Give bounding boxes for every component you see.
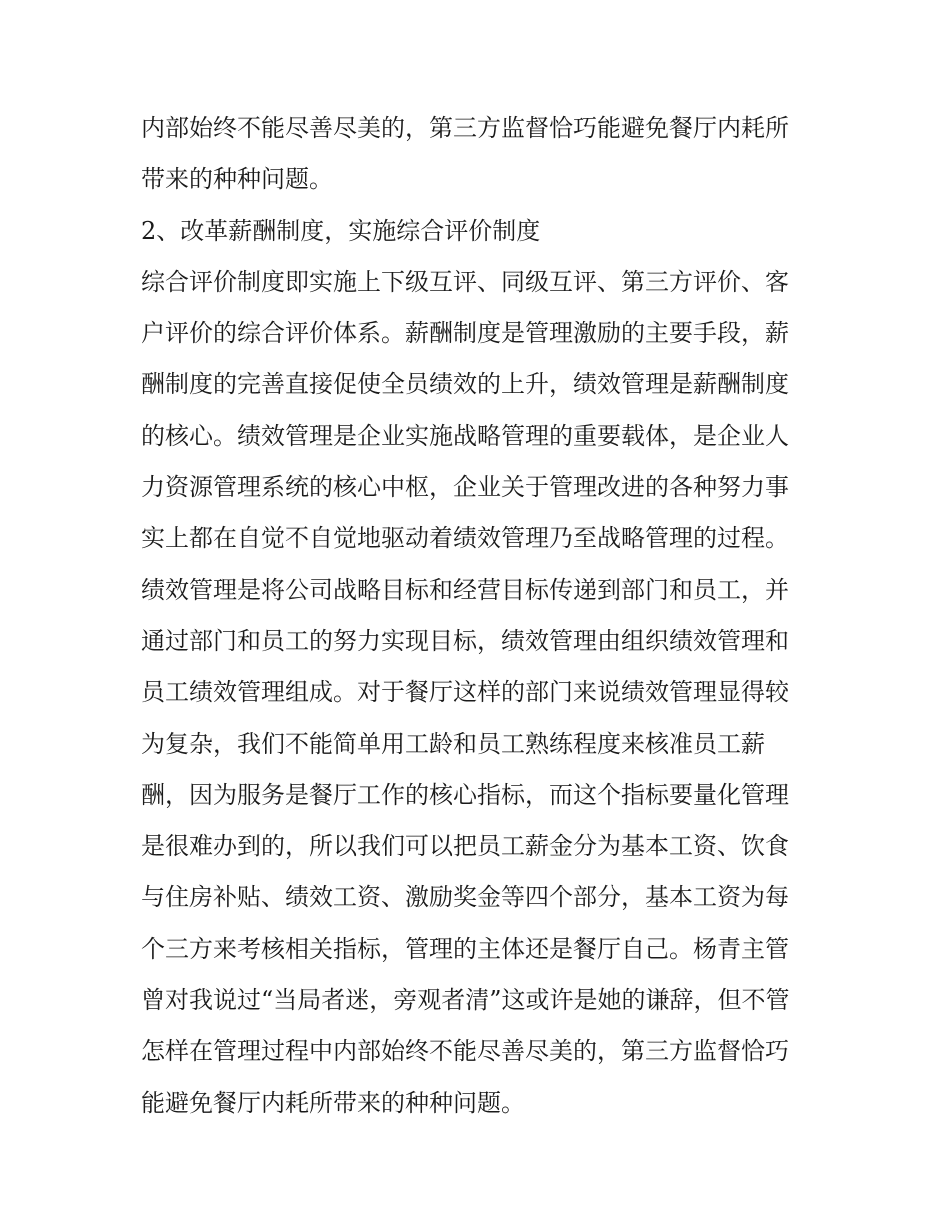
text-line: 实上都在自觉不自觉地驱动着绩效管理乃至战略管理的过程。	[141, 524, 789, 553]
text-line: 综合评价制度即实施上下级互评、同级互评、第三方评价、客	[141, 267, 789, 296]
text-line: 怎样在管理过程中内部始终不能尽善尽美的，第三方监督恰巧	[141, 1037, 789, 1066]
section-heading: 2、改革薪酬制度，实施综合评价制度	[141, 216, 541, 245]
text-line: 曾对我说过“当局者迷，旁观者清”这或许是她的谦辞，但不管	[141, 986, 790, 1015]
text-line: 带来的种种问题。	[141, 165, 333, 194]
text-line: 户评价的综合评价体系。薪酬制度是管理激励的主要手段，薪	[141, 319, 789, 348]
text-line: 内部始终不能尽善尽美的，第三方监督恰巧能避免餐厅内耗所	[141, 114, 789, 142]
text-line: 的核心。绩效管理是企业实施战略管理的重要载体，是企业人	[141, 421, 789, 450]
text-line: 绩效管理是将公司战略目标和经营目标传递到部门和员工，并	[141, 575, 789, 604]
text-line: 是很难办到的，所以我们可以把员工薪金分为基本工资、饮食	[141, 832, 789, 861]
text-line: 酬，因为服务是餐厅工作的核心指标，而这个指标要量化管理	[141, 780, 789, 809]
text-line: 力资源管理系统的核心中枢，企业关于管理改进的各种努力事	[141, 473, 789, 502]
document-body	[141, 103, 821, 1129]
text-line: 为复杂，我们不能简单用工龄和员工熟练程度来核准员工薪	[141, 729, 765, 758]
text-line: 通过部门和员工的努力实现目标，绩效管理由组织绩效管理和	[141, 626, 789, 655]
text-line: 员工绩效管理组成。对于餐厅这样的部门来说绩效管理显得较	[141, 678, 789, 707]
text-line: 个三方来考核相关指标，管理的主体还是餐厅自己。杨青主管	[141, 934, 789, 963]
text-line: 酬制度的完善直接促使全员绩效的上升，绩效管理是薪酬制度	[141, 370, 789, 399]
text-line: 能避免餐厅内耗所带来的种种问题。	[141, 1088, 525, 1117]
text-line: 与住房补贴、绩效工资、激励奖金等四个部分，基本工资为每	[141, 883, 789, 912]
